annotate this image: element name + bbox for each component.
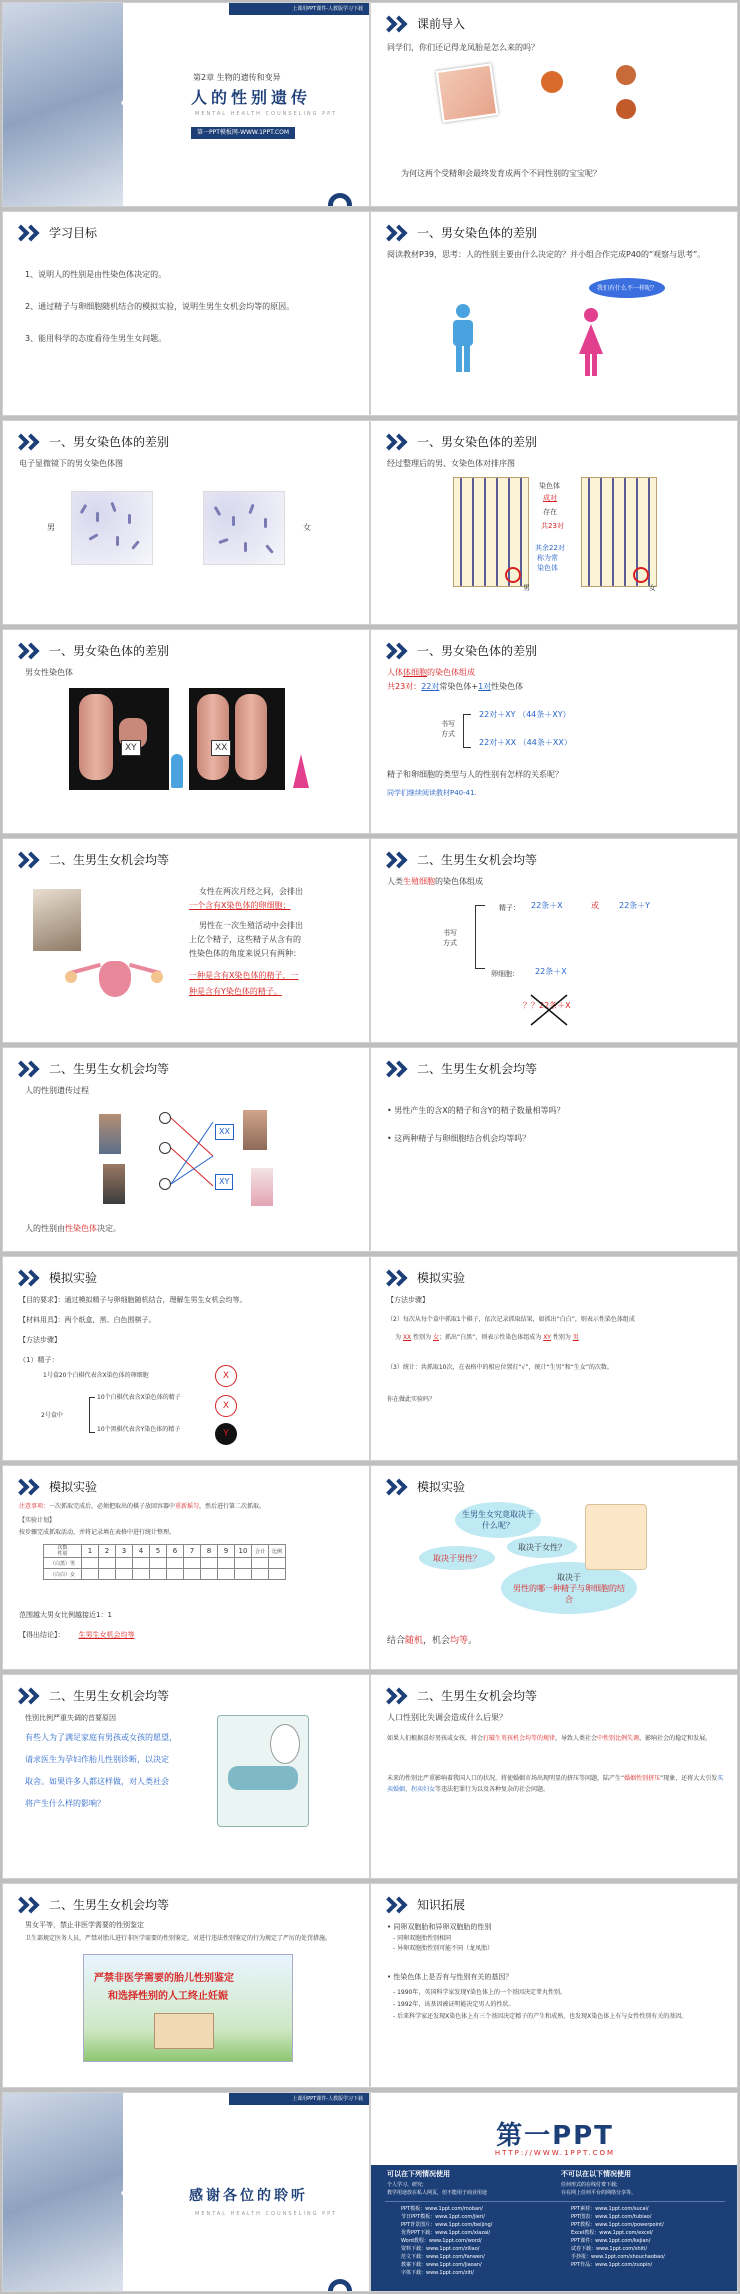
cross-mark (529, 993, 569, 1027)
cloud-answer: 取决于 男性的哪一种精子与卵细胞的结合 (501, 1562, 637, 1614)
text-line: 女性在两次月经之间，会排出 (199, 887, 303, 896)
male-icon (451, 304, 475, 374)
notation-label: 书写 (441, 720, 455, 728)
egg-icon (616, 99, 636, 119)
cloud-female: 取决于女性？ (507, 1536, 577, 1558)
chevron-icon (383, 435, 411, 447)
text-line: 一种是含有X染色体的精子，一 (189, 971, 299, 980)
slide-intro (370, 2, 738, 207)
notation-label: 方式 (443, 939, 457, 947)
sperm-label: 精子： (499, 904, 520, 912)
steps-title: 【方法步骤】 (19, 1336, 61, 1344)
notation-label: 方式 (441, 730, 455, 738)
chevron-icon (15, 853, 43, 865)
female-icon (293, 754, 309, 788)
prompt: 你在做此实验吗？ (387, 1396, 436, 1403)
paragraph: 卫生部规定医务人员，严禁对胎儿进行非医学需要的性别鉴定，对进行违法性别鉴定的行为规定了严厉的处罚措施。 (25, 1935, 332, 1942)
slide-sex-ratio (2, 1674, 370, 1879)
slide-em-chromosomes (2, 420, 370, 625)
resource-link[interactable]: Excel教程：www.1ppt.com/excel/ (571, 2230, 653, 2236)
resource-link[interactable]: PPT背景图片：www.1ppt.com/beijing/ (401, 2222, 493, 2228)
subtitle: 男女平等，禁止非医学需要的性别鉴定 (25, 1921, 144, 1929)
slide-heading: 一、男女染色体的差别 (49, 643, 170, 658)
wrong-formula: ？？22条＋X (523, 1001, 571, 1010)
note: 称为常 (537, 554, 558, 562)
question-2: 为何这两个受精卵会最终发育成两个不同性别的宝宝呢？ (401, 169, 601, 178)
white-piece-x: X (215, 1395, 237, 1417)
item: - 1990年，英国科学家发现Y染色体上的一个基因决定睾丸性别。 (393, 1989, 567, 1996)
banner-line-2: 和选择性别的人工终止妊娠 (108, 1991, 228, 2002)
chevron-icon (383, 17, 411, 29)
uterus-diagram (69, 957, 161, 1003)
note: 其余22对 (535, 544, 565, 552)
forbidden-title: 不可以在以下情况使用 (561, 2170, 631, 2178)
note: 成对 (543, 494, 557, 502)
text-line: 性染色体的角度来说只有两种： (189, 949, 301, 958)
slide-inheritance-process (2, 1047, 370, 1252)
allowed-text: 个人学习、研究; (387, 2182, 424, 2188)
item: • 同卵双胞胎和异卵双胞胎的性别 (387, 1923, 492, 1931)
cloud-male: 取决于男性？ (419, 1546, 495, 1570)
chevron-icon (383, 226, 411, 238)
step-3: （3）统计：共抓取10次，在表格中的相应位置打“√”，统计“生男”和“生女”的次数。 (387, 1364, 613, 1371)
xx-label: XX (211, 740, 231, 756)
paragraph-2: 未来的性别比严重影响着我国人口的状况，将使婚姻市场出现明显的挤压等问题，陆产生“婚姻性别挤压”现象，还将大大引发买卖婚姻、拐卖妇女等违法犯罪行为以及各种复杂的社会问题。 (387, 1775, 724, 1793)
step-1: （1）精子： (19, 1356, 59, 1364)
lab-photo (3, 2093, 123, 2292)
caption: 经过整理后的男、女染色体对排序图 (387, 459, 515, 468)
slide-heading: 课前导入 (417, 16, 466, 31)
objective-3: 3、能用科学的态度看待生男生女问题。 (25, 334, 167, 343)
slide-consequences (370, 1674, 738, 1879)
note: 染色体 (539, 482, 560, 490)
item: - 后来科学家还发现X染色体上有三个基因决定精子的产生和成熟，也发现X染色体上有与女性性别有关的基因。 (393, 2013, 688, 2020)
ratio-note: 范围越大男女比例越接近1：1 (19, 1611, 112, 1619)
resource-link[interactable]: PPT教程：www.1ppt.com/powerpoint/ (571, 2222, 664, 2228)
slide-heading: 一、男女染色体的差别 (49, 434, 170, 449)
thanks-subtitle: MENTAL HEALTH COUNSELING PPT (195, 2211, 338, 2217)
slide-heading: 学习目标 (49, 225, 98, 240)
site-banner[interactable]: 第一PPT模板网-WWW.1PPT.COM (191, 127, 295, 139)
text-line: 种是含有Y染色体的精子。 (189, 987, 282, 996)
father-photo (99, 1114, 121, 1154)
slide-heading: 模拟实验 (417, 1270, 466, 1285)
chevron-icon (15, 644, 43, 656)
egg-formula: 22条＋X (535, 967, 567, 976)
chevron-icon (383, 1480, 411, 1492)
slide-simulation-1 (2, 1256, 370, 1461)
conclusion: 【得出结论】： 生男生女机会均等 (19, 1631, 135, 1639)
materials: 【材料用具】：两个纸盒，黑、白色围棋子。 (19, 1316, 156, 1324)
resource-link[interactable]: 优秀PPT下载：www.1ppt.com/xiazai/ (401, 2230, 491, 2236)
box-2-black: 10个黑棋代表含Y染色体的精子 (97, 1426, 181, 1433)
slide-heading: 一、男女染色体的差别 (417, 643, 538, 658)
box-1: 1号盒20个白棋代表含X染色体的卵细胞 (43, 1372, 149, 1379)
sperm-y (159, 1142, 171, 1154)
objective-2: 2、通过精子与卵细胞随机结合的模拟实验，说明生男生女机会均等的原因。 (25, 302, 295, 311)
question: 人口性别比失调会造成什么后果？ (387, 1713, 507, 1722)
resource-link[interactable]: 字体下载：www.1ppt.com/ziti/ (401, 2270, 474, 2276)
slide-heading: 二、生男生女机会均等 (417, 1061, 538, 1076)
item: - 1992年，该基因被证明能决定男人的性状。 (393, 2001, 515, 2008)
slide-karyotype (370, 420, 738, 625)
female-label: 女 (303, 523, 311, 532)
slide-thanks (2, 2092, 370, 2292)
mother-photo (103, 1164, 125, 1204)
text-line: 请求医生为孕妇作胎儿性别诊断，以决定 (25, 1755, 169, 1764)
slide-heading: 二、生男生女机会均等 (417, 1688, 538, 1703)
boy-photo (251, 1168, 273, 1206)
slide-regulation (2, 1883, 370, 2088)
question: 精子和卵细胞的类型与人的性别有怎样的关系呢？ (387, 770, 563, 779)
ring-decoration (328, 193, 352, 207)
female-icon (577, 308, 605, 378)
note: 注意事项：一次抓取完成后，必须把取出的棋子放回容器中重新摇匀，然后进行第二次抓取。 (19, 1503, 266, 1510)
xy-label: XY (121, 740, 141, 756)
chevron-icon (15, 1898, 43, 1910)
resource-link[interactable]: 试卷下载：www.1ppt.com/shiti/ (571, 2246, 648, 2252)
question-2: • 这两种精子与卵细胞结合机会均等吗？ (387, 1134, 531, 1143)
plan-title: 【实验计划】 (19, 1517, 56, 1524)
top-link[interactable]: 上课用PPT课件-人教版学习下载 (292, 6, 363, 12)
slide-heading: 二、生男生女机会均等 (49, 852, 170, 867)
chevron-icon (383, 1271, 411, 1283)
cover-title: 人的性别遗传 (191, 88, 312, 107)
slide-heading: 一、男女染色体的差别 (417, 434, 538, 449)
note: 共23对 (541, 522, 564, 530)
female-chromosome-image (203, 491, 285, 565)
slide-questions (370, 1047, 738, 1252)
slide-sex-chromosomes (2, 629, 370, 834)
step-2: （2）每次从每个盒中抓取1个棋子，依次记录抓取结果，如抓出“白白”，则表示性染色体组成 (387, 1316, 635, 1323)
male-label: 男 (523, 584, 530, 592)
sperm-formula-x: 22条＋X (531, 901, 563, 910)
twins-photo (436, 63, 499, 122)
resource-link[interactable]: 资料下载：www.1ppt.com/ziliao/ (401, 2246, 480, 2252)
resource-link[interactable]: 节日PPT模板：www.1ppt.com/jieri/ (401, 2214, 485, 2220)
ultrasound-cartoon (217, 1715, 309, 1827)
slide-heading: 二、生男生女机会均等 (49, 1061, 170, 1076)
question-1: 同学们，你们还记得龙凤胎是怎么来的吗？ (387, 43, 539, 52)
resource-link[interactable]: PPT课件：www.1ppt.com/kejian/ (571, 2238, 651, 2244)
paragraph-1: 如果人们根据喜好男孩或女孩，将会打破生男孩机会均等的规律，导致人类社会中性别比例失调，影响社会的稳定和发展。 (387, 1735, 712, 1742)
male-chromosome-image (71, 491, 153, 565)
slide-simulation-4 (370, 1465, 738, 1670)
line-2: 共23对：22对常染色体+1对性染色体 (387, 682, 524, 691)
chevron-icon (15, 1480, 43, 1492)
regulation-banner (83, 1954, 293, 2062)
chevron-icon (15, 1689, 43, 1701)
note: 染色体 (537, 564, 558, 572)
chromosome-photo-female (189, 688, 285, 790)
slide-heading: 模拟实验 (49, 1270, 98, 1285)
male-label: 男 (47, 523, 55, 532)
caption: 电子显微镜下的男女染色体图 (19, 459, 123, 468)
egg-icon (616, 65, 636, 85)
speech-bubble: 我们有什么不一样呢？ (589, 278, 665, 298)
text-line: 有些人为了满足家庭有男孩或女孩的愿望， (25, 1733, 177, 1742)
forbidden-text: 存在网上任何平台的网络分享等。 (561, 2190, 637, 2196)
cloud-question: 生男生女究竟取决于什么呢？ (455, 1502, 541, 1538)
sperm-x (159, 1112, 171, 1124)
cover-subtitle: MENTAL HEALTH COUNSELING PPT (195, 111, 338, 117)
slide-gametes (2, 838, 370, 1043)
objective-1: 1、说明人的性别是由性染色体决定的。 (25, 270, 167, 279)
or-label: 或 (591, 901, 599, 910)
resource-link[interactable]: PPT模板：www.1ppt.com/moban/ (401, 2206, 483, 2212)
sex-chromosome-highlight (633, 567, 649, 583)
item: • 性染色体上是否有与性别有关的基因？ (387, 1973, 513, 1981)
resource-link[interactable]: PPT图表：www.1ppt.com/tubiao/ (571, 2214, 652, 2220)
resource-link[interactable]: PPT素材：www.1ppt.com/sucai/ (571, 2206, 649, 2212)
line-1: 人类生殖细胞的染色体组成 (387, 877, 483, 886)
text-line: 男性在一次生殖活动中会排出 (199, 921, 303, 930)
girl-photo (243, 1110, 267, 1150)
egg-x (159, 1178, 171, 1190)
plan-text: 按步骤完成抓取活动，并将记录填在表格中进行统计整理。 (19, 1529, 176, 1536)
reading-note: 同学们继续阅读教材P40-41. (387, 789, 477, 797)
top-link[interactable]: 上课用PPT课件-人教版学习下载 (292, 2096, 363, 2102)
caption: 人的性别遗传过程 (25, 1086, 89, 1095)
logo: 第一PPT (496, 2121, 614, 2151)
cross-arrows (171, 1114, 217, 1194)
pregnant-woman-photo (33, 889, 81, 951)
allowed-title: 可以在下列情况使用 (387, 2170, 450, 2178)
sex-chromosome-highlight (505, 567, 521, 583)
thanks-title: 感谢各位的聆听 (189, 2188, 308, 2204)
resource-link[interactable]: 手抄报：www.1ppt.com/shouchaobao/ (571, 2254, 665, 2260)
white-piece-x: X (215, 1365, 237, 1387)
steps-title: 【方法步骤】 (387, 1296, 429, 1304)
chevron-icon (383, 853, 411, 865)
male-icon (171, 754, 183, 788)
subtitle: 性别比例严重失调的首要原因 (25, 1714, 116, 1722)
resource-link[interactable]: Word教程：www.1ppt.com/word/ (401, 2238, 482, 2244)
slide-heading: 二、生男生女机会均等 (417, 852, 538, 867)
slide-heading: 一、男女染色体的差别 (417, 225, 538, 240)
slide-heading: 模拟实验 (49, 1479, 98, 1494)
conclusion: 人的性别由性染色体决定。 (25, 1224, 121, 1233)
allowed-text: 教学用途放在私人网页，但不能用于商业用途 (387, 2190, 488, 2196)
summary: 结合随机，机会均等。 (387, 1636, 478, 1646)
male-formula: 22对＋XY （44条＋XY） (479, 710, 571, 719)
chromosome-photo-male (69, 688, 169, 790)
xy-result: XY (215, 1174, 233, 1190)
slide-somatic-composition (370, 629, 738, 834)
girl-cartoon (585, 1504, 647, 1570)
sperm-formula-y: 22条＋Y (619, 901, 651, 910)
reading-text: 阅读教材P39，思考：人的性别主要由什么决定的？并小组合作完成P40的“观察与思考”。 (387, 250, 706, 259)
slide-license (370, 2092, 738, 2292)
resource-link[interactable]: PPT作品：www.1ppt.com/zuopin/ (571, 2262, 653, 2268)
chevron-icon (15, 1062, 43, 1074)
forbidden-text: 任何形式的在线付费下载; (561, 2182, 618, 2188)
box-2-white: 10个白棋代表含X染色体的精子 (97, 1394, 181, 1401)
xx-result: XX (215, 1124, 234, 1140)
box-2: 2号盒中 (41, 1412, 63, 1419)
record-table: 次数 性别 1 2 3 4 5 6 7 8 9 10 合计 比例 （白黑）男 （白白）女 (43, 1544, 286, 1580)
chapter: 第2章 生物的遗传和变异 (193, 73, 281, 82)
resource-link[interactable]: 教案下载：www.1ppt.com/jiaoan/ (401, 2262, 482, 2268)
item: - 异卵双胞胎性别可能不同（龙凤胎） (393, 1945, 494, 1952)
chevron-icon (15, 226, 43, 238)
text-line: 取舍。如果许多人都这样做，对人类社会 (25, 1777, 169, 1786)
slide-heading: 知识拓展 (417, 1897, 466, 1912)
banner-line-1: 严禁非医学需要的胎儿性别鉴定 (94, 1973, 234, 1984)
chevron-icon (15, 1271, 43, 1283)
line-1: 人体体细胞的染色体组成 (387, 668, 475, 677)
slide-extension (370, 1883, 738, 2088)
item: - 同卵双胞胎性别相同 (393, 1935, 452, 1942)
slide-heading: 二、生男生女机会均等 (49, 1688, 170, 1703)
female-label: 女 (649, 584, 656, 592)
text-line: 上亿个精子，这些精子从含有的 (189, 935, 301, 944)
slide-heading: 模拟实验 (417, 1479, 466, 1494)
female-formula: 22对＋XX （44条＋XX） (479, 738, 572, 747)
egg-icon (541, 71, 563, 93)
logo-url[interactable]: HTTP://WWW.1PPT.COM (494, 2149, 616, 2157)
text-line: 将产生什么样的影响？ (25, 1799, 105, 1808)
chevron-icon (383, 1898, 411, 1910)
slide-heading: 二、生男生女机会均等 (49, 1897, 170, 1912)
black-piece-y: Y (215, 1423, 237, 1445)
chevron-icon (383, 1689, 411, 1701)
slide-cover (2, 2, 370, 207)
caption: 男女性染色体 (25, 668, 73, 677)
slide-simulation-2 (370, 1256, 738, 1461)
chevron-icon (383, 644, 411, 656)
egg-label: 卵细胞： (491, 970, 519, 978)
notation-label: 书写 (443, 929, 457, 937)
resource-link[interactable]: 范文下载：www.1ppt.com/fanwen/ (401, 2254, 485, 2260)
step-2-cont: 为 XX 性别为 女；抓出“白黑”，则表示性染色体组成为 XY 性别为 男 (395, 1334, 579, 1341)
ring-decoration (328, 2279, 352, 2292)
slide-chromosome-diff (370, 211, 738, 416)
slide-simulation-3 (2, 1465, 370, 1670)
goal: 【目的要求】：通过模拟精子与卵细胞随机结合，理解生男生女机会均等。 (19, 1296, 247, 1304)
question-1: • 男性产生的含X的精子和含Y的精子数量相等吗？ (387, 1106, 565, 1115)
slide-objectives (2, 211, 370, 416)
slide-germ-cells (370, 838, 738, 1043)
lab-photo (3, 3, 123, 207)
chevron-icon (15, 435, 43, 447)
text-line: 一个含有X染色体的卵细胞； (189, 901, 291, 910)
chevron-icon (383, 1062, 411, 1074)
note: 存在 (543, 508, 557, 516)
